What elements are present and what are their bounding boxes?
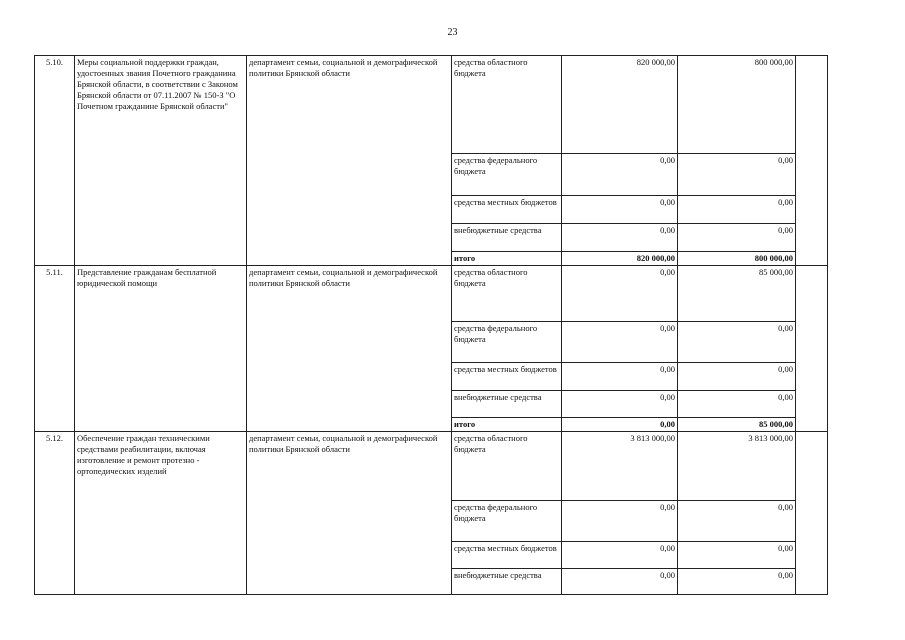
source-label: средства местных бюджетов [452, 363, 562, 391]
amount-cell: 0,00 [562, 363, 678, 391]
table-row [35, 56, 828, 154]
measure-name: Представление гражданам бесплатной юридической помощи [75, 266, 247, 432]
responsible-department: департамент семьи, социальной и демографической политики Брянской области [247, 432, 452, 595]
amount-cell: 0,00 [562, 224, 678, 252]
amount-cell: 0,00 [678, 391, 796, 418]
amount-cell: 85 000,00 [678, 266, 796, 322]
amount-cell: 0,00 [562, 542, 678, 569]
amount-cell: 0,00 [678, 542, 796, 569]
amount-cell: 3 813 000,00 [562, 432, 678, 501]
measure-name: Обеспечение граждан техническими средствами реабилитации, включая изготовление и ремонт протезно - ортопедических изделий [75, 432, 247, 595]
table-row [35, 432, 828, 501]
amount-cell: 0,00 [678, 224, 796, 252]
amount-cell: 0,00 [678, 154, 796, 196]
source-label: средства областного бюджета [452, 56, 562, 154]
amount-cell: 800 000,00 [678, 56, 796, 154]
source-label: средства местных бюджетов [452, 196, 562, 224]
amount-cell: 0,00 [562, 266, 678, 322]
source-label: средства федерального бюджета [452, 501, 562, 542]
section-number: 5.11. [35, 266, 75, 432]
source-label: средства местных бюджетов [452, 542, 562, 569]
empty-cell [796, 56, 828, 266]
amount-cell: 0,00 [678, 322, 796, 363]
measure-name: Меры социальной поддержки граждан, удостоенных звания Почетного гражданина Брянской области, в соответствии с Законом Брянской области от 07.11.2007 № 150-З "О Почетном гражданине Брянской области" [75, 56, 247, 266]
section-number: 5.10. [35, 56, 75, 266]
amount-cell: 0,00 [678, 569, 796, 595]
total-amount: 820 000,00 [562, 252, 678, 266]
amount-cell: 0,00 [562, 569, 678, 595]
total-amount: 85 000,00 [678, 418, 796, 432]
section-number: 5.12. [35, 432, 75, 595]
source-label: средства федерального бюджета [452, 322, 562, 363]
amount-cell: 0,00 [678, 363, 796, 391]
amount-cell: 0,00 [562, 391, 678, 418]
source-label: средства федерального бюджета [452, 154, 562, 196]
amount-cell: 0,00 [562, 501, 678, 542]
source-label: средства областного бюджета [452, 432, 562, 501]
page-number: 23 [447, 27, 458, 38]
amount-cell: 0,00 [678, 501, 796, 542]
table-row [35, 266, 828, 322]
source-label: внебюджетные средства [452, 569, 562, 595]
total-amount: 0,00 [562, 418, 678, 432]
total-amount: 800 000,00 [678, 252, 796, 266]
amount-cell: 820 000,00 [562, 56, 678, 154]
responsible-department: департамент семьи, социальной и демографической политики Брянской области [247, 56, 452, 266]
empty-cell [796, 266, 828, 432]
funding-table [34, 55, 828, 595]
amount-cell: 0,00 [562, 154, 678, 196]
source-label: средства областного бюджета [452, 266, 562, 322]
source-label: внебюджетные средства [452, 391, 562, 418]
amount-cell: 0,00 [562, 196, 678, 224]
amount-cell: 0,00 [678, 196, 796, 224]
amount-cell: 0,00 [562, 322, 678, 363]
responsible-department: департамент семьи, социальной и демографической политики Брянской области [247, 266, 452, 432]
total-label: итого [452, 418, 562, 432]
empty-cell [796, 432, 828, 595]
total-label: итого [452, 252, 562, 266]
source-label: внебюджетные средства [452, 224, 562, 252]
amount-cell: 3 813 000,00 [678, 432, 796, 501]
